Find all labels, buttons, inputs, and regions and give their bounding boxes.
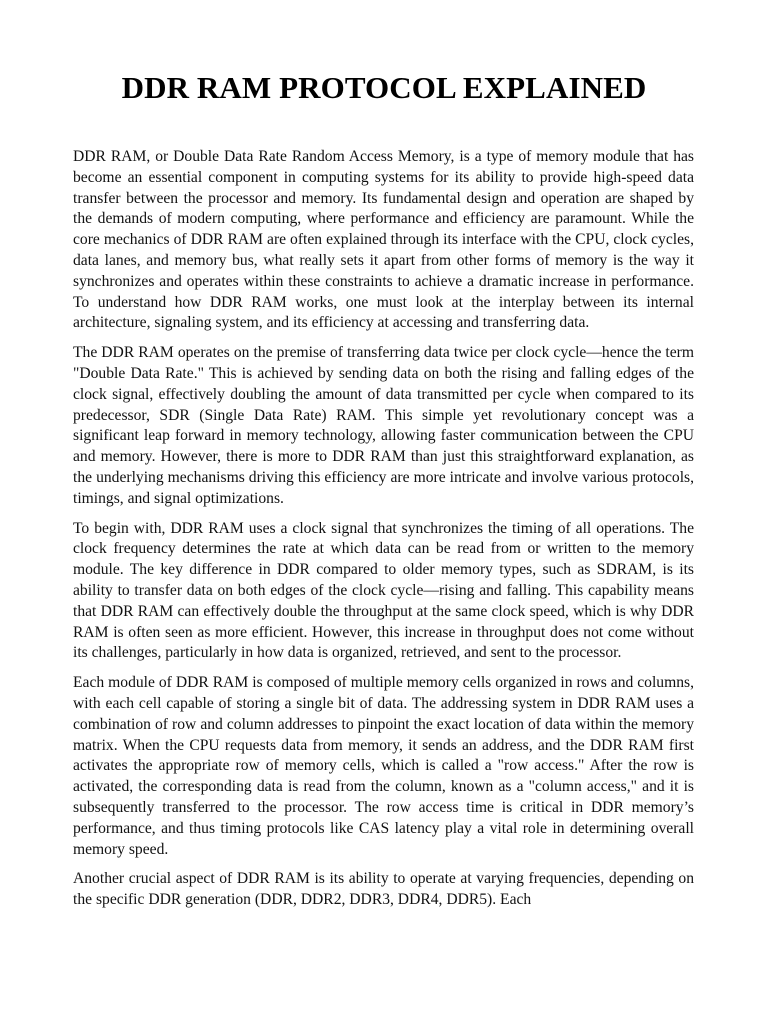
paragraph-4: Each module of DDR RAM is composed of multiple memory cells organized in rows and columns, with each cell capable of storing a single bit of data. The addressing system in DDR RAM uses a combination of row and column addresses to pinpoint the exact location of data within the memory matrix. When the CPU requests data from memory, it sends an address, and the DDR RAM first activates the appropriate row of memory cells, which is called a "row access." After the row is activated, the corresponding data is read from the column, known as a "column access," and it is subsequently transferred to the processor. The row access time is critical in DDR memory’s performance, and thus timing protocols like CAS latency play a vital role in determining overall memory speed. bbox=[73, 674, 694, 858]
document-body bbox=[73, 147, 694, 920]
document-title: DDR RAM PROTOCOL EXPLAINED bbox=[121, 70, 647, 105]
paragraph-1: DDR RAM, or Double Data Rate Random Access Memory, is a type of memory module that has become an essential component in computing systems for its ability to provide high-speed data transfer between the processor and memory. Its fundamental design and operation are shaped by the demands of modern computing, where performance and efficiency are paramount. While the core mechanics of DDR RAM are often explained through its interface with the CPU, clock cycles, data lanes, and memory bus, what really sets it apart from other forms of memory is the way it synchronizes and operates within these constraints to achieve a dramatic increase in performance. To understand how DDR RAM works, one must look at the interplay between its internal architecture, signaling system, and its efficiency at accessing and transferring data. bbox=[73, 148, 694, 332]
paragraph-3: To begin with, DDR RAM uses a clock signal that synchronizes the timing of all operations. The clock frequency determines the rate at which data can be read from or written to the memory module. The key difference in DDR compared to older memory types, such as SDRAM, is its ability to transfer data on both edges of the clock cycle—rising and falling. This capability means that DDR RAM can effectively double the throughput at the same clock speed, which is why DDR RAM is often seen as more efficient. However, this increase in throughput does not come without its challenges, particularly in how data is organized, retrieved, and sent to the processor. bbox=[73, 519, 694, 662]
paragraph-5: Another crucial aspect of DDR RAM is its ability to operate at varying frequencies, depending on the specific DDR generation (DDR, DDR2, DDR3, DDR4, DDR5). Each bbox=[73, 870, 694, 909]
paragraph-2: The DDR RAM operates on the premise of transferring data twice per clock cycle—hence the term "Double Data Rate." This is achieved by sending data on both the rising and falling edges of the clock signal, effectively doubling the amount of data transmitted per cycle when compared to its predecessor, SDR (Single Data Rate) RAM. This simple yet revolutionary concept was a significant leap forward in memory technology, allowing faster communication between the CPU and memory. However, there is more to DDR RAM than just this straightforward explanation, as the underlying mechanisms driving this efficiency are more intricate and involve various protocols, timings, and signal optimizations. bbox=[73, 344, 694, 507]
